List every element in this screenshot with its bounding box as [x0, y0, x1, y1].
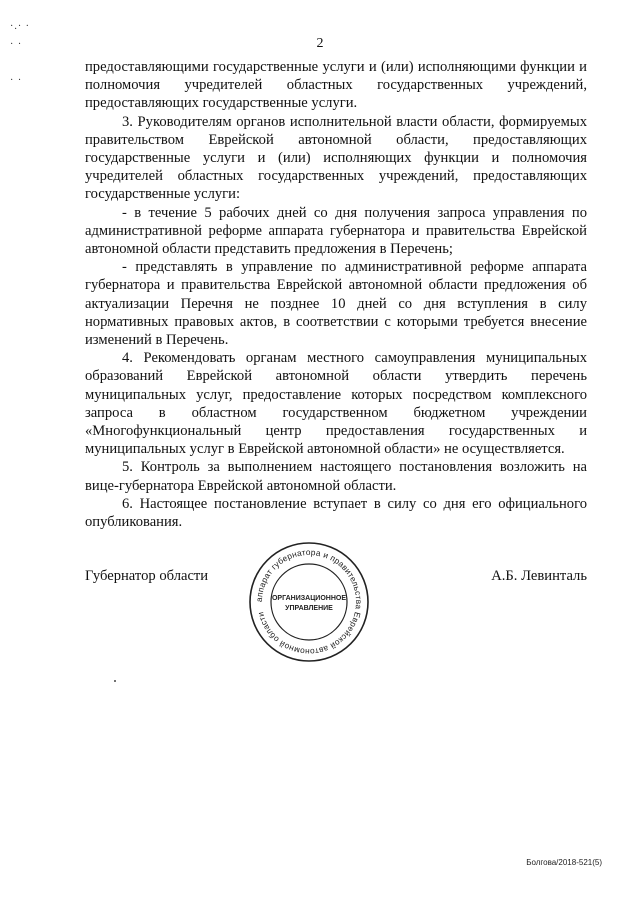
paragraph-3: 3. Руководителям органов исполнительной власти области, формируемых правительством Еврейской автономной области, предоставляющих государственные услуги и (или) исполняющих функции и полномочия учредителей областных государственных учреждений, предоставляющих государственные услуги: [85, 113, 587, 203]
scan-speck [114, 680, 116, 682]
signatory-name: А.Б. Левинталь [491, 568, 587, 584]
document-registration-code: Болгова/2018-521(5) [526, 858, 602, 867]
scan-artifacts: ·.· · · · · · [10, 21, 30, 86]
official-seal-stamp [247, 540, 371, 664]
stamp-outer-ring [250, 543, 368, 661]
page-number: 2 [316, 36, 324, 51]
document-body [85, 58, 587, 531]
stamp-center-line-1: ОРГАНИЗАЦИОННОЕ [271, 595, 347, 602]
paragraph-5: 5. Контроль за выполнением настоящего постановления возложить на вице-губернатора Еврейской автономной области. [85, 459, 587, 494]
signatory-title: Губернатор области [85, 568, 209, 584]
paragraph-3-item-1: - в течение 5 рабочих дней со дня получения запроса управления по административной реформе аппарата губернатора и правительства Еврейской автономной области представить предложения в Перечень; [85, 204, 587, 258]
paragraph-continuation: предоставляющими государственные услуги и (или) исполняющими функции и полномочия учредителей областных государственных учреждений, предоставляющих государственные услуги. [85, 59, 587, 112]
stamp-ring-text: аппарат губернатора и правительства Еврейской автономной области [253, 546, 365, 658]
paragraph-3-item-2: - представлять в управление по административной реформе аппарата губернатора и правительства Еврейской автономной области предложения об актуализации Перечня не позднее 10 дней со дня вступления в силу нормативных правовых актов, в соответствии с которыми требуется внесение изменений в Перечень. [85, 259, 587, 349]
stamp-inner-ring [271, 564, 347, 640]
paragraph-6: 6. Настоящее постановление вступает в силу со дня его официального опубликования. [85, 495, 587, 531]
stamp-center-line-2: УПРАВЛЕНИЕ [285, 605, 333, 612]
paragraph-4: 4. Рекомендовать органам местного самоуправления муниципальных образований Еврейской автономной области утвердить перечень муниципальных услуг, предоставление которых посредством комплексного запроса в областном государственном бюджетном учреждении «Многофункциональный центр предоставления государственных и муниципальных услуг в Еврейской автономной области» не осуществляется. [85, 350, 587, 458]
